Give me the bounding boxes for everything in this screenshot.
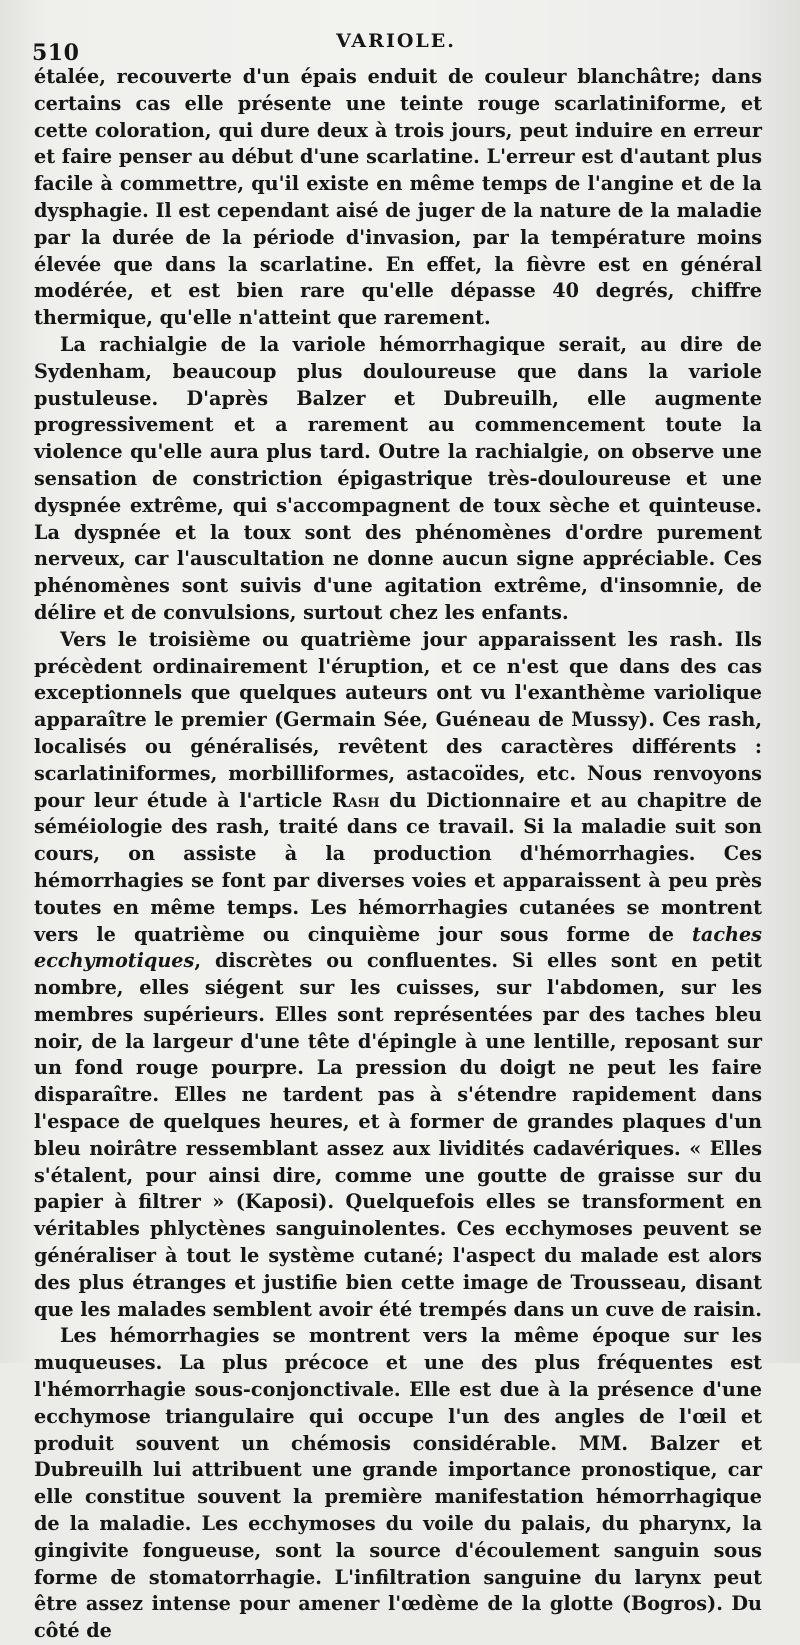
italic-term: taches ecchymotiques [34,922,762,973]
paragraph-3-part-3: , discrètes ou confluentes. Si elles sont en petit nombre, elles siégent sur les cuisses, sur l'abdomen, sur les membres supérieurs. Elles sont représentées par des taches bleu noir, de la largeur d'une tête d'épingle à une lentille, reposant sur un fond rouge pourpre. La pression du doigt ne peut les faire disparaître. Elles ne tardent pas à s'étendre rapidement dans l'espace de quelques heures, et à former de grandes plaques d'un bleu noirâtre ressemblant assez aux lividités cadavériques. « Elles s'étalent, pour ainsi dire, comme une goutte de graisse sur du papier à filtrer » (Kaposi). Quelquefois elles se transforment en véritables phlyctènes sanguinolentes. Ces ecchymoses peuvent se généraliser à tout le système cutané; l'aspect du malade est alors des plus étranges et justifie bien cette image de Trousseau, disant que les malades semblent avoir été trempés dans un cuve de raisin. [34,949,762,1321]
running-title: VARIOLE. [336,30,456,52]
paragraph-2: La rachialgie de la variole hémorrhagique serait, au dire de Sydenham, beaucoup plus douloureuse que dans la variole pustuleuse. D'après Balzer et Dubreuilh, elle augmente progressivement et a rarement au commencement toute la violence qu'elle aura plus tard. Outre la rachialgie, on observe une sensation de constriction épigastrique très-douloureuse et une dyspnée extrême, qui s'accompagnent de toux sèche et quinteuse. La dyspnée et la toux sont des phénomènes d'ordre purement nerveux, car l'auscultation ne donne aucun signe appréciable. Ces phénomènes sont suivis d'une agitation extrême, d'insomnie, de délire et de convulsions, surtout chez les enfants. [34,332,762,624]
page-number: 510 [32,40,80,66]
body-text [34,64,762,1645]
paragraph-3-part-1: Vers le troisième ou quatrième jour apparaissent les rash. Ils précèdent ordinairement l'éruption, et ce n'est que dans des cas exceptionnels que quelques auteurs ont vu l'exanthème variolique apparaître le premier (Germain Sée, Guéneau de Mussy). Ces rash, localisés ou généralisés, revêtent des caractères différents : scarlatiniformes, morbilliformes, astacoïdes, etc. Nous renvoyons pour leur étude à l'article [34,627,762,812]
paragraph-3 [34,627,762,1324]
page-header [32,30,760,66]
paragraph-4: Les hémorrhagies se montrent vers la même époque sur les muqueuses. La plus précoce et une des plus fréquentes est l'hémorrhagie sous-conjonctivale. Elle est due à la présence d'une ecchymose triangulaire qui occupe l'un des angles de l'œil et produit souvent un chémosis considérable. MM. Balzer et Dubreuilh lui attribuent une grande importance pronostique, car elle constitue souvent la première manifestation hémorrhagique de la maladie. Les ecchymoses du voile du palais, du pharynx, la gingivite fongueuse, sont la source d'écoulement sanguin sous forme de stomatorrhagie. L'infiltration sanguine du larynx peut être assez intense pour amener l'œdème de la glotte (Bogros). Du côté de [34,1324,762,1643]
paragraph-1: étalée, recouverte d'un épais enduit de couleur blanchâtre; dans certains cas elle présente une teinte rouge scarlatiniforme, et cette coloration, qui dure deux à trois jours, peut induire en erreur et faire penser au début d'une scarlatine. L'erreur est d'autant plus facile à commettre, qu'il existe en même temps de l'angine et de la dysphagie. Il est cependant aisé de juger de la nature de la maladie par la durée de la période d'invasion, par la température moins élevée que dans la scarlatine. En effet, la fièvre est en général modérée, et est bien rare qu'elle dépasse 40 degrés, chiffre thermique, qu'elle n'atteint que rarement. [34,65,762,330]
paragraph-3-part-2: du Dictionnaire et au chapitre de séméiologie des rash, traité dans ce travail. Si la maladie suit son cours, on assiste à la production d'hémorrhagies. Ces hémorrhagies se font par diverses voies et apparaissent à peu près toutes en même temps. Les hémorrhagies cutanées se montrent vers le quatrième ou cinquième jour sous forme de [34,788,762,946]
rash-article-reference: Rash [331,788,380,812]
